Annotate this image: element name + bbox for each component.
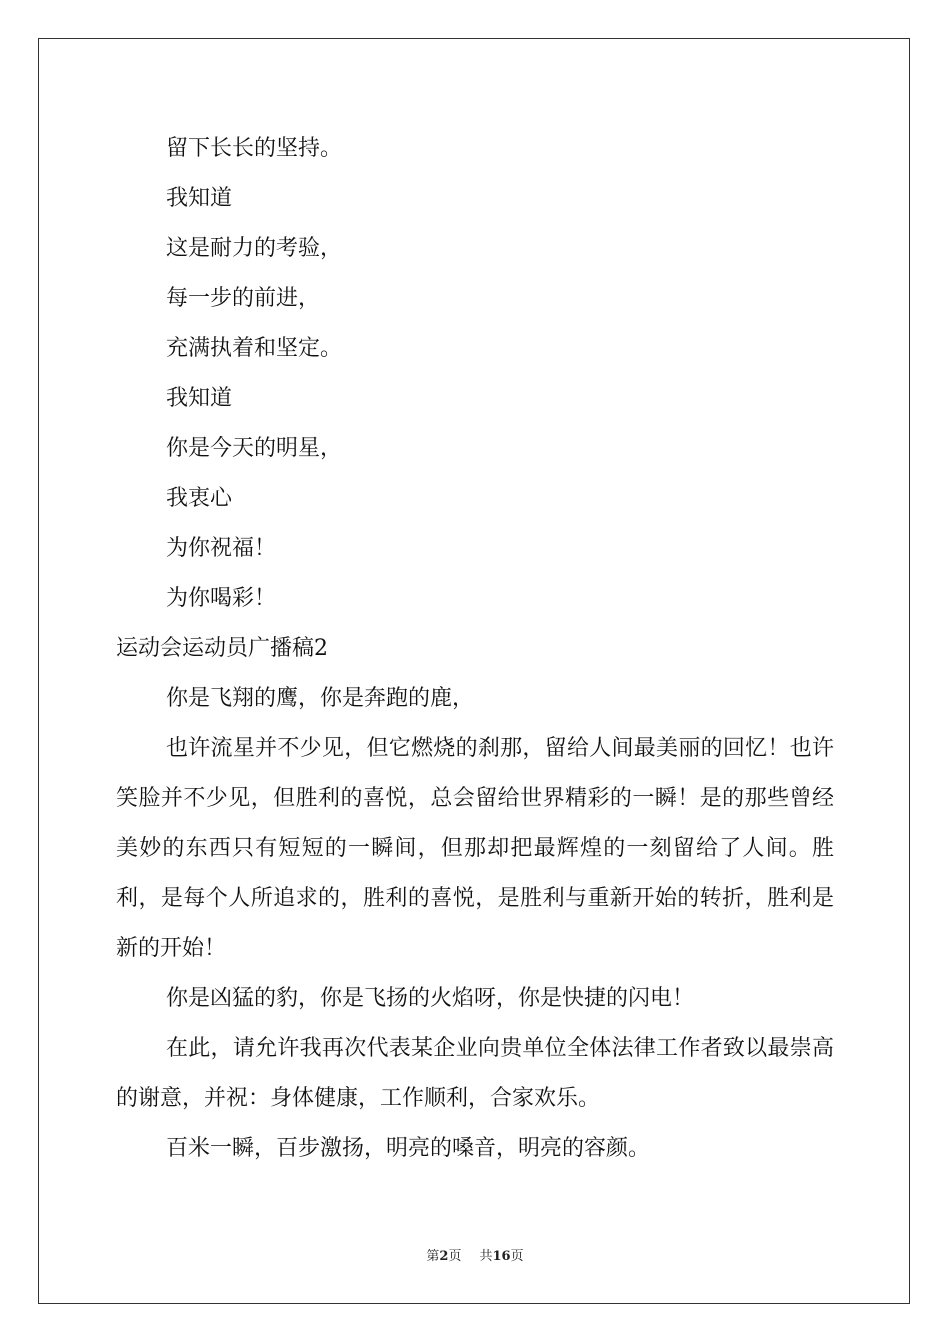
poem-line: 我知道 bbox=[166, 186, 233, 211]
paragraph: 在此，请允许我再次代表某企业向贵单位全体法律工作者致以最崇高的谢意，并祝：身体健康，工作顺利，合家欢乐。 bbox=[116, 1036, 834, 1111]
page-footer bbox=[0, 1245, 950, 1264]
paragraph: 你是凶猛的豹，你是飞扬的火焰呀，你是快捷的闪电！ bbox=[166, 986, 695, 1011]
poem-line: 这是耐力的考验， bbox=[166, 236, 343, 261]
poem-line: 每一步的前进， bbox=[166, 286, 321, 311]
page-suffix: 页 bbox=[448, 1249, 462, 1264]
poem-line: 我衷心 bbox=[166, 486, 233, 511]
paragraph: 你是飞翔的鹰，你是奔跑的鹿， bbox=[166, 686, 475, 711]
poem-line: 为你喝彩！ bbox=[166, 586, 277, 611]
section-title: 运动会运动员广播稿2 bbox=[116, 636, 328, 661]
total-prefix: 共 bbox=[479, 1249, 493, 1264]
page-number: 2 bbox=[439, 1249, 449, 1264]
total-pages: 16 bbox=[492, 1249, 511, 1264]
paragraph: 百米一瞬，百步激扬，明亮的嗓音，明亮的容颜。 bbox=[166, 1136, 651, 1161]
paragraph: 也许流星并不少见，但它燃烧的刹那，留给人间最美丽的回忆！也许笑脸并不少见，但胜利的喜悦，总会留给世界精彩的一瞬！是的那些曾经美妙的东西只有短短的一瞬间，但那却把最辉煌的一刻留给了人间。胜利，是每个人所追求的，胜利的喜悦，是胜利与重新开始的转折，胜利是新的开始！ bbox=[116, 736, 834, 961]
poem-line: 你是今天的明星， bbox=[166, 436, 343, 461]
poem-line: 留下长长的坚持。 bbox=[166, 136, 343, 161]
poem-line: 充满执着和坚定。 bbox=[166, 336, 343, 361]
poem-line: 我知道 bbox=[166, 386, 233, 411]
total-suffix: 页 bbox=[510, 1249, 524, 1264]
page-prefix: 第 bbox=[426, 1249, 440, 1264]
poem-line: 为你祝福！ bbox=[166, 536, 277, 561]
document-body bbox=[116, 124, 834, 1174]
